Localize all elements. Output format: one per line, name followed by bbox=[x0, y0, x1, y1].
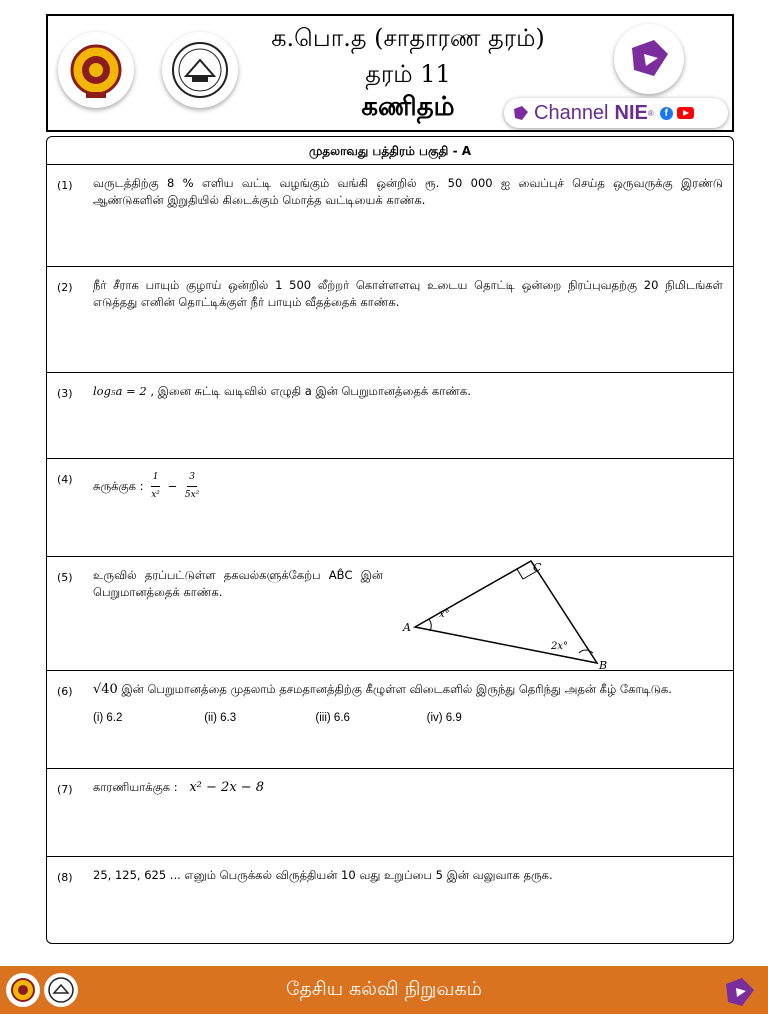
channel-nie-badge bbox=[504, 98, 728, 128]
channel-prefix-text: Channel bbox=[534, 101, 609, 124]
vertex-a-label: A bbox=[403, 621, 411, 634]
footer-institute-name: தேசிய கல்வி நிறுவகம் bbox=[286, 978, 482, 1000]
facebook-icon[interactable]: f bbox=[660, 107, 673, 120]
sqrt-expression: √40 bbox=[93, 682, 118, 697]
questions-box bbox=[46, 136, 734, 944]
triangle-diagram bbox=[397, 557, 607, 671]
grade-title: தரம் 11 bbox=[365, 60, 451, 88]
question-number: (3) bbox=[57, 387, 73, 400]
document-header bbox=[46, 14, 734, 132]
angle-a-label: x° bbox=[439, 609, 450, 620]
question-prefix: சுருக்குக : bbox=[93, 479, 144, 493]
vertex-b-label: B bbox=[599, 659, 607, 671]
question-text: நீர் சீராக பாயும் குழாய் ஒன்றில் 1 500 லீற்றர் கொள்ளளவு உடைய தொட்டி ஒன்றை நிரப்புவதற்கு 20 நிமிடங்கள் எடுத்தது எனின் தொட்டிக்குள் நீர் பாயும் வீதத்தைக் காண்க. bbox=[93, 278, 723, 309]
question-prefix: காரணியாக்குக : bbox=[93, 780, 178, 794]
exam-title: க.பொ.த (சாதாரண தரம்) bbox=[271, 24, 545, 52]
option-iv[interactable]: (iv) 6.9 bbox=[426, 712, 462, 724]
question-text: 25, 125, 625 ... எனும் பெருக்கல் விருத்தியன் 10 வது உறுப்பை 5 இன் வலுவாக தருக. bbox=[93, 868, 553, 882]
question-number: (5) bbox=[57, 571, 73, 584]
question-1 bbox=[47, 165, 733, 267]
option-i[interactable]: (i) 6.2 bbox=[93, 712, 123, 724]
angle-b-label: 2x° bbox=[551, 641, 569, 652]
question-text: வருடத்திற்கு 8 % எளிய வட்டி வழங்கும் வங்கி ஒன்றில் ரூ. 50 000 ஐ வைப்புச் செய்த ஒருவருக்கு இரண்டு ஆண்டுகளின் இறுதியில் கிடைக்கும் மொத்த வட்டியைக் காண்க. bbox=[93, 176, 723, 207]
registered-mark: ® bbox=[647, 108, 654, 118]
minus-sign: − bbox=[167, 479, 178, 493]
sri-lanka-emblem-logo bbox=[58, 32, 134, 108]
footer-channel-nie-icon bbox=[720, 972, 760, 1012]
option-iii[interactable]: (iii) 6.6 bbox=[315, 712, 350, 724]
question-text: , இனை சுட்டி வடிவில் எழுதி a இன் பெறுமானத்தைக் காண்க. bbox=[150, 384, 471, 398]
footer-bar bbox=[0, 966, 768, 1014]
question-7 bbox=[47, 769, 733, 857]
answer-options bbox=[93, 712, 723, 724]
question-8 bbox=[47, 857, 733, 941]
log-expression: log₅a = 2 bbox=[93, 384, 147, 398]
vertex-c-label: C bbox=[533, 561, 542, 574]
nie-seal-logo bbox=[162, 32, 238, 108]
part-title: முதலாவது பத்திரம் பகுதி - A bbox=[47, 137, 733, 165]
option-ii[interactable]: (ii) 6.3 bbox=[204, 712, 237, 724]
question-number: (8) bbox=[57, 871, 73, 884]
youtube-icon[interactable] bbox=[677, 107, 694, 119]
question-text: உருவில் தரப்பட்டுள்ள தகவல்களுக்கேற்ப AB̂C இன் பெறுமானத்தைக் காண்க. bbox=[93, 568, 383, 599]
question-4 bbox=[47, 459, 733, 557]
channel-brand-text: NIE bbox=[614, 101, 648, 124]
question-number: (4) bbox=[57, 473, 73, 486]
question-3 bbox=[47, 373, 733, 459]
question-number: (2) bbox=[57, 281, 73, 294]
question-number: (7) bbox=[57, 783, 73, 796]
question-text: இன் பெறுமானத்தை முதலாம் தசமதானத்திற்கு கீழுள்ள விடைகளில் இருந்து தெரிந்து அதன் கீழ் கோடிடுக. bbox=[121, 682, 672, 696]
channel-nie-mark-icon bbox=[512, 104, 530, 122]
question-2 bbox=[47, 267, 733, 373]
fraction-2: $\frac{3}{\text{5x²}}$ bbox=[183, 469, 201, 504]
question-6 bbox=[47, 671, 733, 769]
question-5 bbox=[47, 557, 733, 671]
question-number: (1) bbox=[57, 179, 73, 192]
fraction-1: $\frac{1}{\text{x²}}$ bbox=[149, 469, 162, 504]
channel-nie-logo bbox=[614, 24, 684, 94]
factor-expression: x² − 2x − 8 bbox=[189, 780, 265, 795]
question-number: (6) bbox=[57, 685, 73, 698]
subject-title: கணிதம் bbox=[361, 92, 455, 122]
